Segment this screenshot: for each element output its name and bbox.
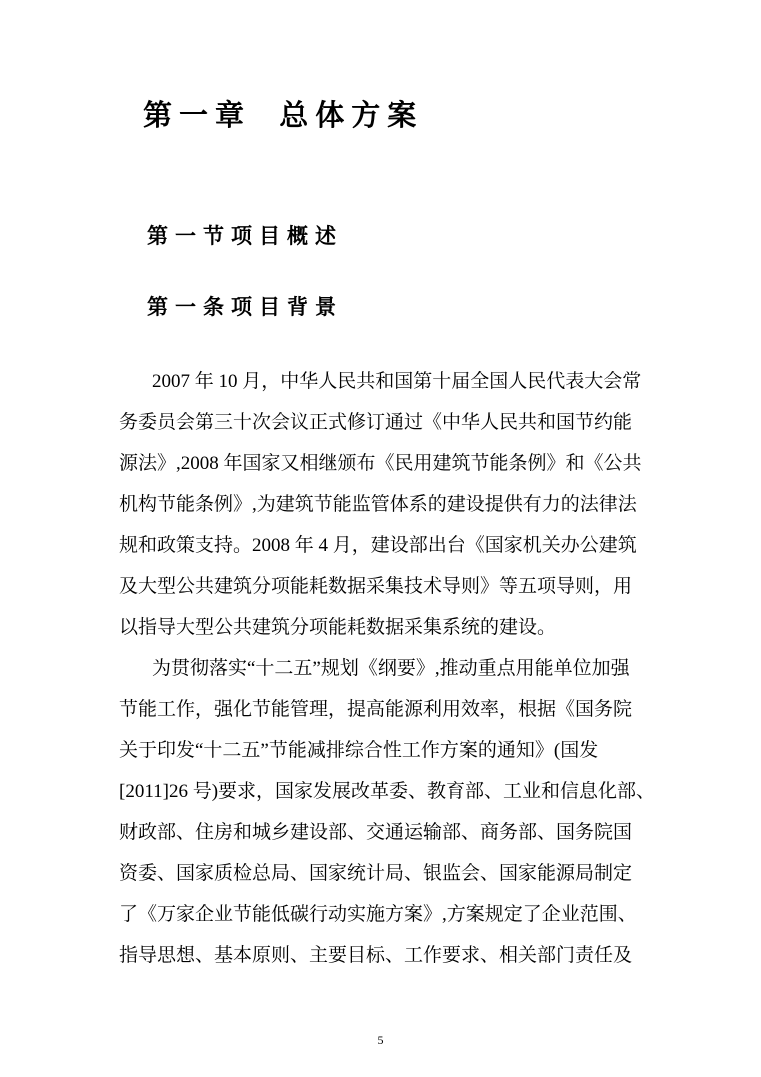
paragraph xyxy=(119,648,656,976)
paragraph-line: 节能工作，强化节能管理，提高能源利用效率，根据《国务院 xyxy=(119,699,633,720)
paragraph-line: 机构节能条例》,为建筑节能监管体系的建设提供有力的法律法 xyxy=(119,494,637,515)
paragraph-line: 及大型公共建筑分项能耗数据采集技术导则》等五项导则，用 xyxy=(119,576,633,597)
paragraph-line: [2011]26 号)要求，国家发展改革委、教育部、工业和信息化部、 xyxy=(119,781,656,802)
paragraph-line: 务委员会第三十次会议正式修订通过《中华人民共和国节约能 xyxy=(119,412,633,433)
paragraph-line: 关于印发“十二五”节能减排综合性工作方案的通知》(国发 xyxy=(119,740,599,761)
paragraph xyxy=(119,361,647,648)
paragraph-line: 资委、国家质检总局、国家统计局、银监会、国家能源局制定 xyxy=(119,863,633,884)
paragraph-line: 2007 年 10 月，中华人民共和国第十届全国人民代表大会常 xyxy=(152,371,642,392)
chapter-title: 第一章 总体方案 xyxy=(143,100,424,132)
page-number: 5 xyxy=(377,1033,384,1047)
article-heading: 第一条项目背景 xyxy=(147,295,343,319)
paragraph-line: 指导思想、基本原则、主要目标、工作要求、相关部门责任及 xyxy=(119,945,633,966)
paragraph-line: 规和政策支持。2008 年 4 月，建设部出台《国家机关办公建筑 xyxy=(119,535,637,556)
paragraph-line: 了《万家企业节能低碳行动实施方案》,方案规定了企业范围、 xyxy=(119,904,637,925)
paragraph-line: 以指导大型公共建筑分项能耗数据采集系统的建设。 xyxy=(119,617,557,638)
body-text xyxy=(119,361,656,976)
paragraph-line: 为贯彻落实“十二五”规划《纲要》,推动重点用能单位加强 xyxy=(152,658,630,679)
paragraph-line: 财政部、住房和城乡建设部、交通运输部、商务部、国务院国 xyxy=(119,822,633,843)
paragraph-line: 源法》,2008 年国家又相继颁布《民用建筑节能条例》和《公共 xyxy=(119,453,642,474)
section-heading: 第一节项目概述 xyxy=(147,224,343,248)
